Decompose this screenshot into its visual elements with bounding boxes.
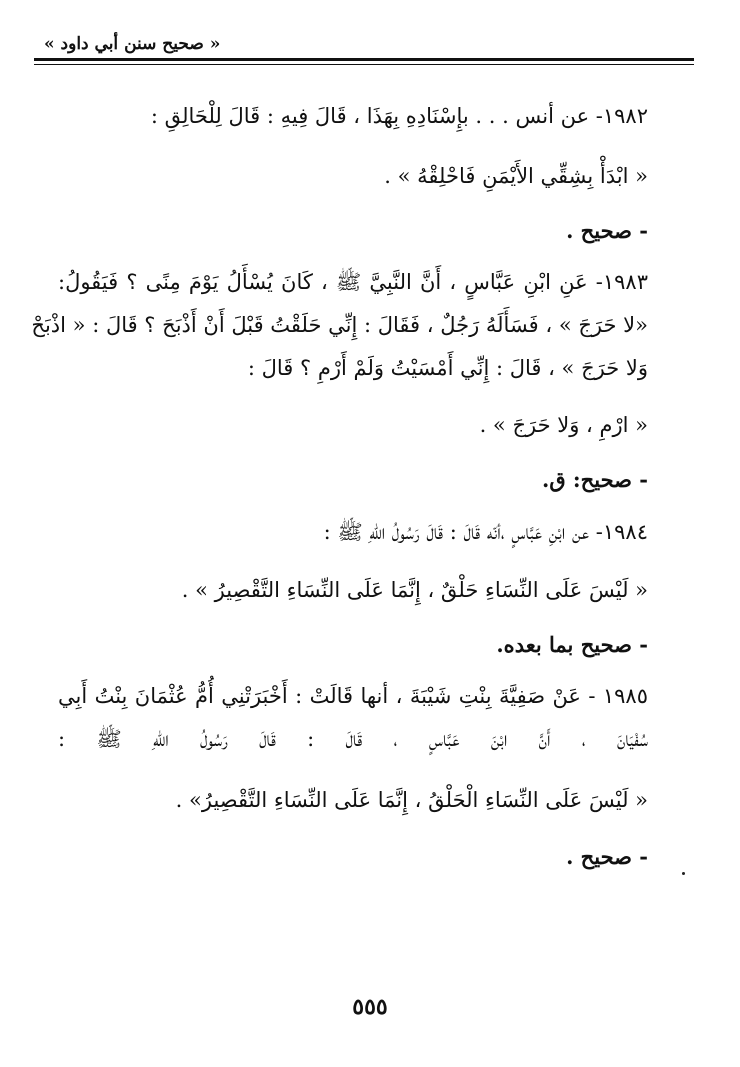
hadith-1983-line-4: « ارْمِ ، وَلا حَرَجَ » .: [479, 413, 648, 437]
hadith-1985-line-2: سُفْيَانَ ، أَنَّ ابْنَ عَبَّاسٍ ، قَالَ : قَالَ رَسُولُ اللهِ ﷺ :: [58, 727, 648, 751]
print-speck: [682, 872, 685, 875]
hadith-1983-line-3: وَلا حَرَجَ » ، قَالَ : إِنِّي أَمْسَيْتُ وَلَمْ أَرْمِ ؟ قَالَ :: [247, 356, 648, 380]
hadith-1983-line-1: ١٩٨٣- عَنِ ابْنِ عَبَّاسٍ ، أَنَّ النَّبِيَّ ﷺ ، كَانَ يُسْأَلُ يَوْمَ مِنًى ؟ فَيَقُولُ:: [58, 270, 648, 294]
hadith-1984-grade: - صحيح بما بعده.: [496, 632, 648, 657]
hadith-1985-line-1: ١٩٨٥ - عَنْ صَفِيَّةَ بِنْتِ شَيْبَةَ ، أنها قَالَتْ : أَخْبَرَتْنِي أُمُّ عُثْمَانَ بِنْتُ أَبِي: [58, 684, 648, 708]
hadith-1983-line-2: «لا حَرَجَ » ، فَسَأَلَهُ رَجُلٌ ، فَقَالَ : إِنِّي حَلَقْتُ قَبْلَ أَنْ أَذْبَحَ ؟ قَالَ : « اذْبَحْ: [31, 313, 648, 337]
running-header: « صحيح سنن أبي داود »: [44, 34, 221, 54]
hadith-1985-line-3: « لَيْسَ عَلَى النِّسَاءِ الْحَلْقُ ، إِنَّمَا عَلَى النِّسَاءِ التَّقْصِيرُ» .: [175, 788, 648, 812]
header-rule-thick: [34, 58, 694, 61]
hadith-1984-line-2: « لَيْسَ عَلَى النِّسَاءِ حَلْقٌ ، إِنَّمَا عَلَى النِّسَاءِ التَّقْصِيرُ » .: [181, 578, 648, 602]
hadith-1984-line-1: ١٩٨٤- عن ابْنِ عَبَّاسٍ ،أنّه قَالَ : قَالَ رَسُولُ اللهِ ﷺ :: [323, 520, 648, 544]
hadith-1982-line-2: « ابْدَأْ بِشِقِّي الأَيْمَنِ فَاحْلِقْهُ » .: [384, 164, 648, 188]
header-rule-thin: [34, 64, 694, 65]
page-number: ٥٥٥: [352, 994, 388, 1020]
hadith-1983-grade: - صحيح: ق.: [542, 467, 648, 492]
hadith-1985-grade: - صحيح .: [566, 844, 648, 869]
hadith-1982-grade: - صحيح .: [566, 218, 648, 243]
hadith-1982-line-1: ١٩٨٢- عن أنس . . . بإِسْنَادِهِ بِهَذَا ، قَالَ فِيهِ : قَالَ لِلْحَالِقِ :: [150, 104, 648, 128]
